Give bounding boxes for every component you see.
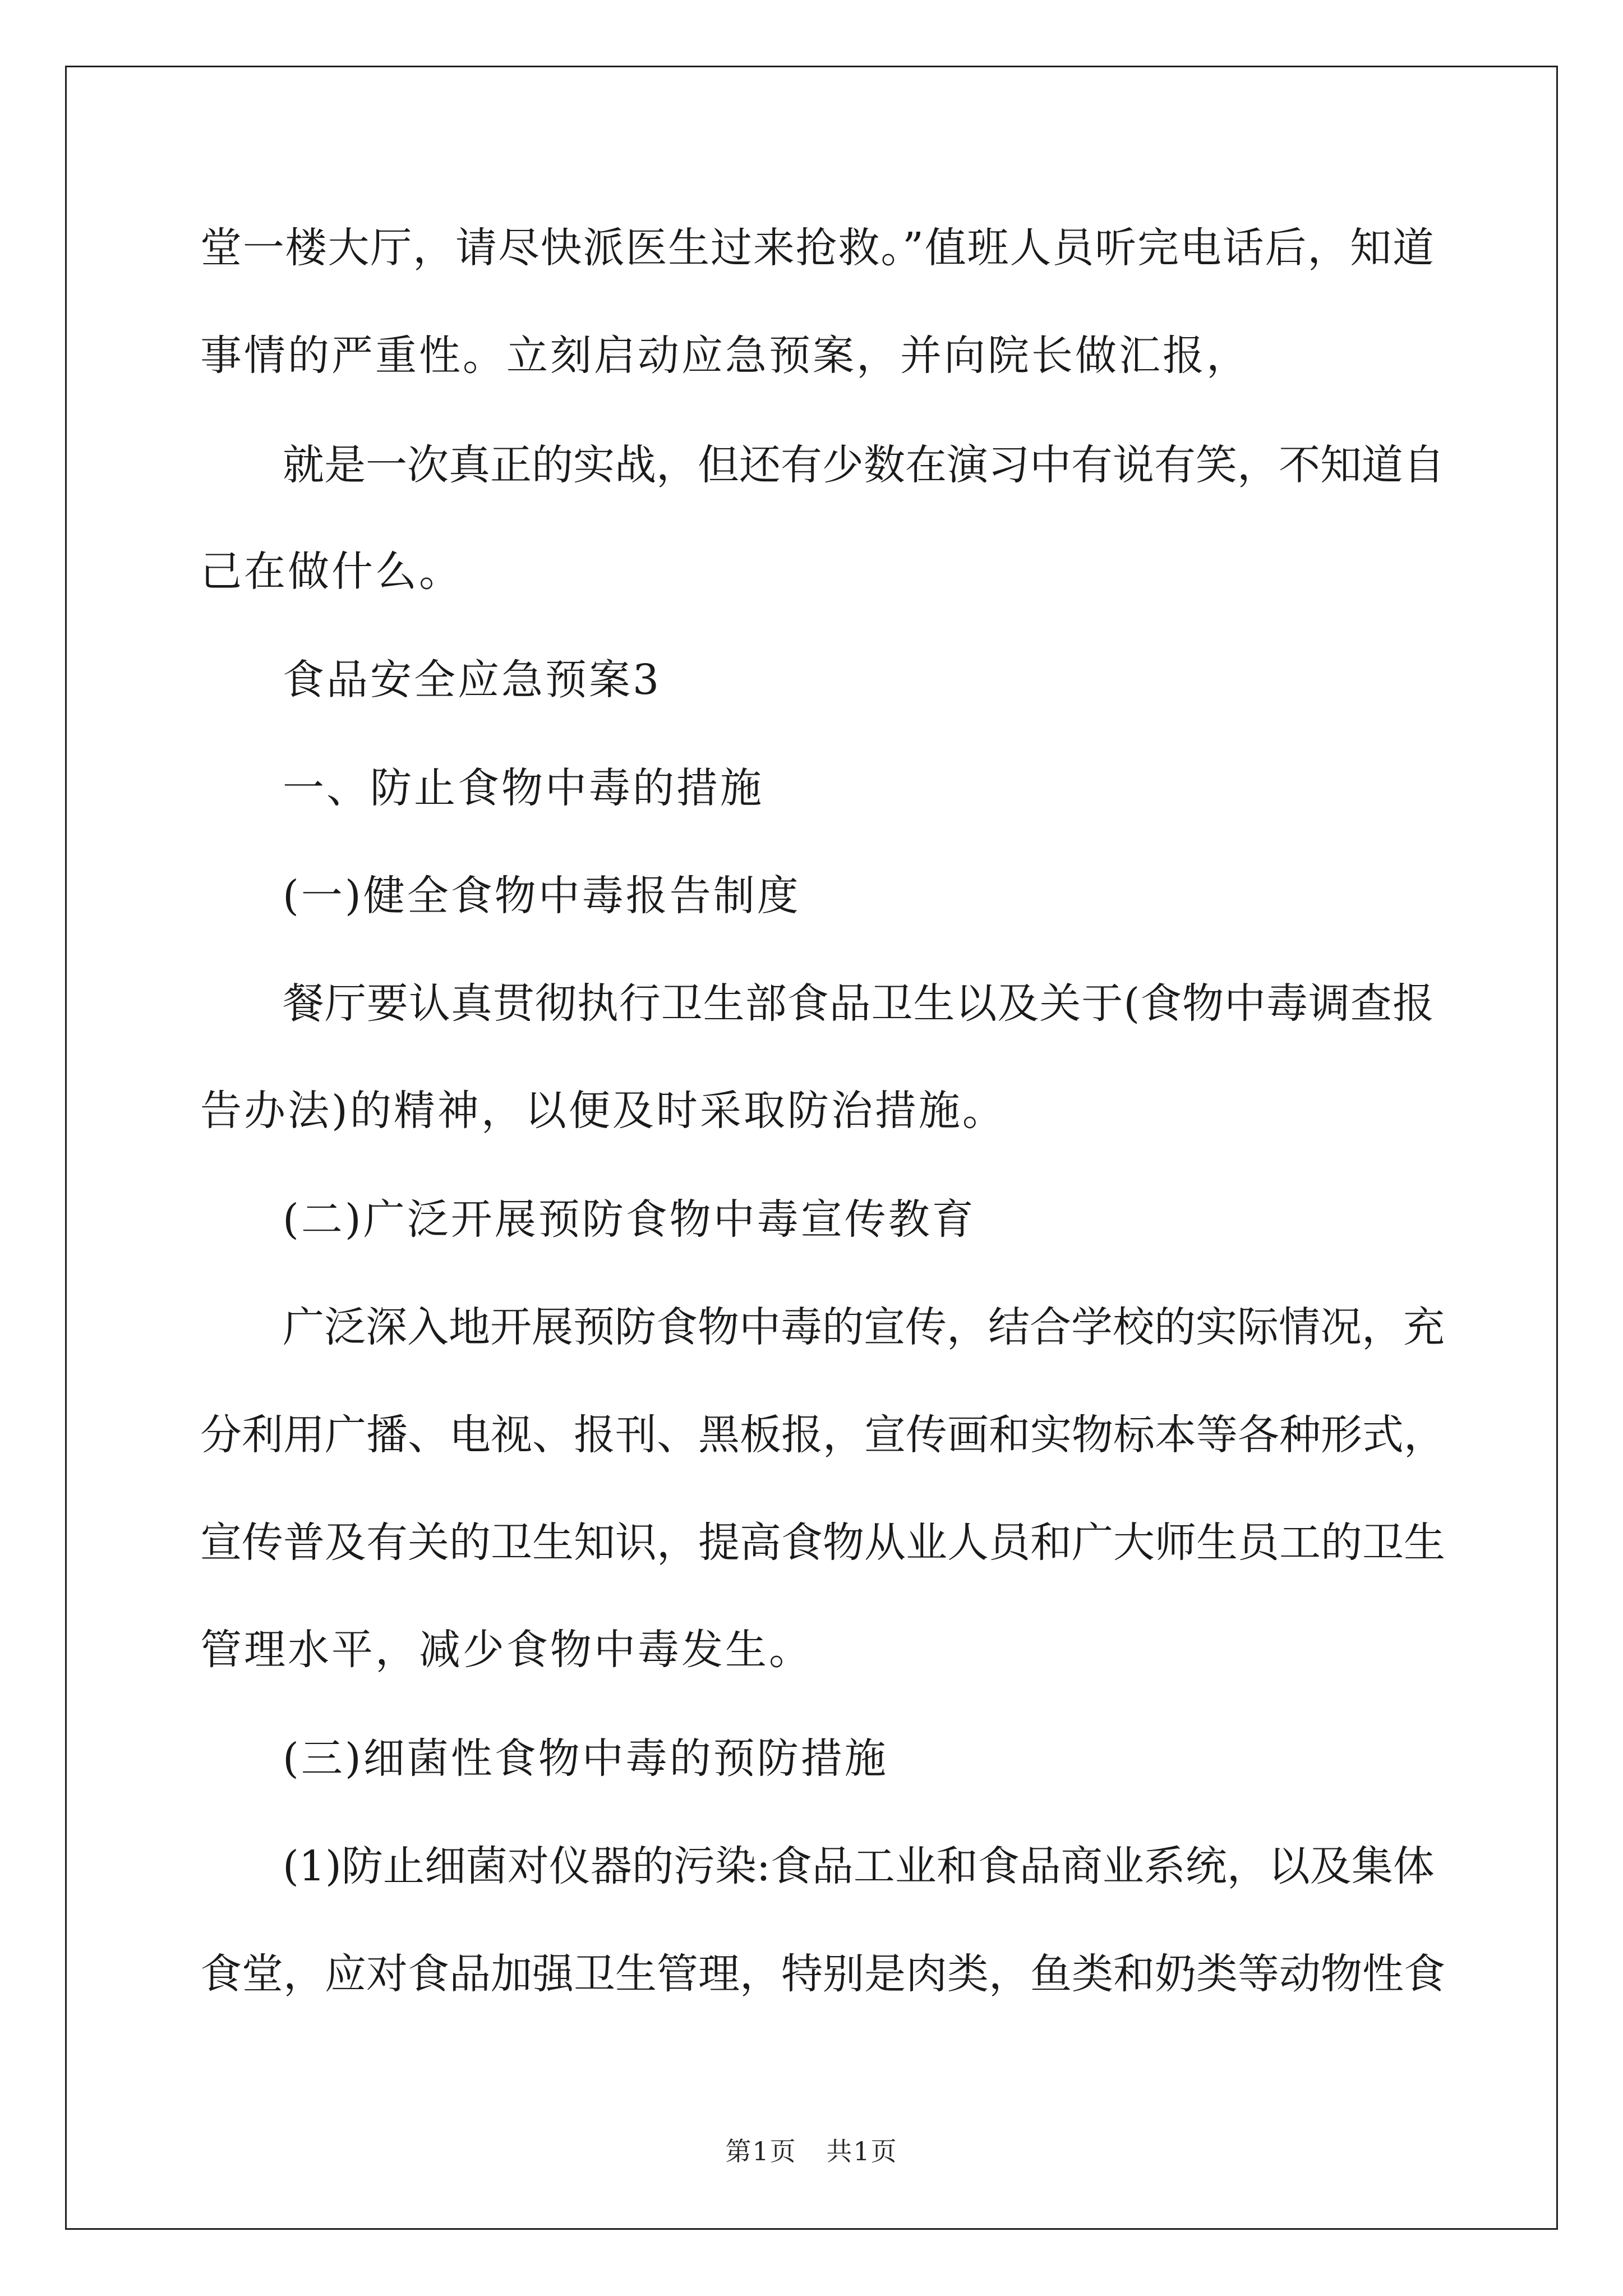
body-line: 告办法)的精神，以便及时采取防治措施。 [200,1087,1006,1135]
body-line: 事情的严重性。立刻启动应急预案，并向院长做汇报， [200,332,1250,380]
body-line: (1)防止细菌对仪器的污染:食品工业和食品商业系统，以及集体 [283,1842,1435,1890]
sub-heading: 一、防止食物中毒的措施 [283,764,764,812]
body-line: 堂一楼大厅，请尽快派医生过来抢救。”值班人员听完电话后，知道 [200,224,1434,272]
sub-heading: (一)健全食物中毒报告制度 [283,872,801,920]
body-line: 广泛深入地开展预防食物中毒的宣传，结合学校的实际情况，充 [283,1303,1445,1351]
page-number: 第1页 [725,2136,797,2166]
page-border [65,66,1558,2230]
page-footer [0,2134,1623,2168]
body-line: 分利用广播、电视、报刊、黑板报，宣传画和实物标本等各种形式， [200,1411,1445,1459]
section-heading: 食品安全应急预案3 [283,656,662,704]
sub-heading: (二)广泛开展预防食物中毒宣传教育 [283,1195,976,1244]
body-line: 餐厅要认真贯彻执行卫生部食品卫生以及关于(食物中毒调查报 [283,979,1434,1028]
body-line: 就是一次真正的实战，但还有少数在演习中有说有笑，不知道自 [283,441,1445,489]
body-line: 己在做什么。 [200,547,463,596]
sub-heading: (三)细菌性食物中毒的预防措施 [283,1734,888,1783]
body-line: 管理水平，减少食物中毒发生。 [200,1626,813,1674]
body-line: 宣传普及有关的卫生知识，提高食物从业人员和广大师生员工的卫生 [200,1519,1445,1567]
body-line: 食堂，应对食品加强卫生管理，特别是肉类，鱼类和奶类等动物性食 [200,1950,1445,1998]
page-total: 共1页 [826,2136,898,2166]
